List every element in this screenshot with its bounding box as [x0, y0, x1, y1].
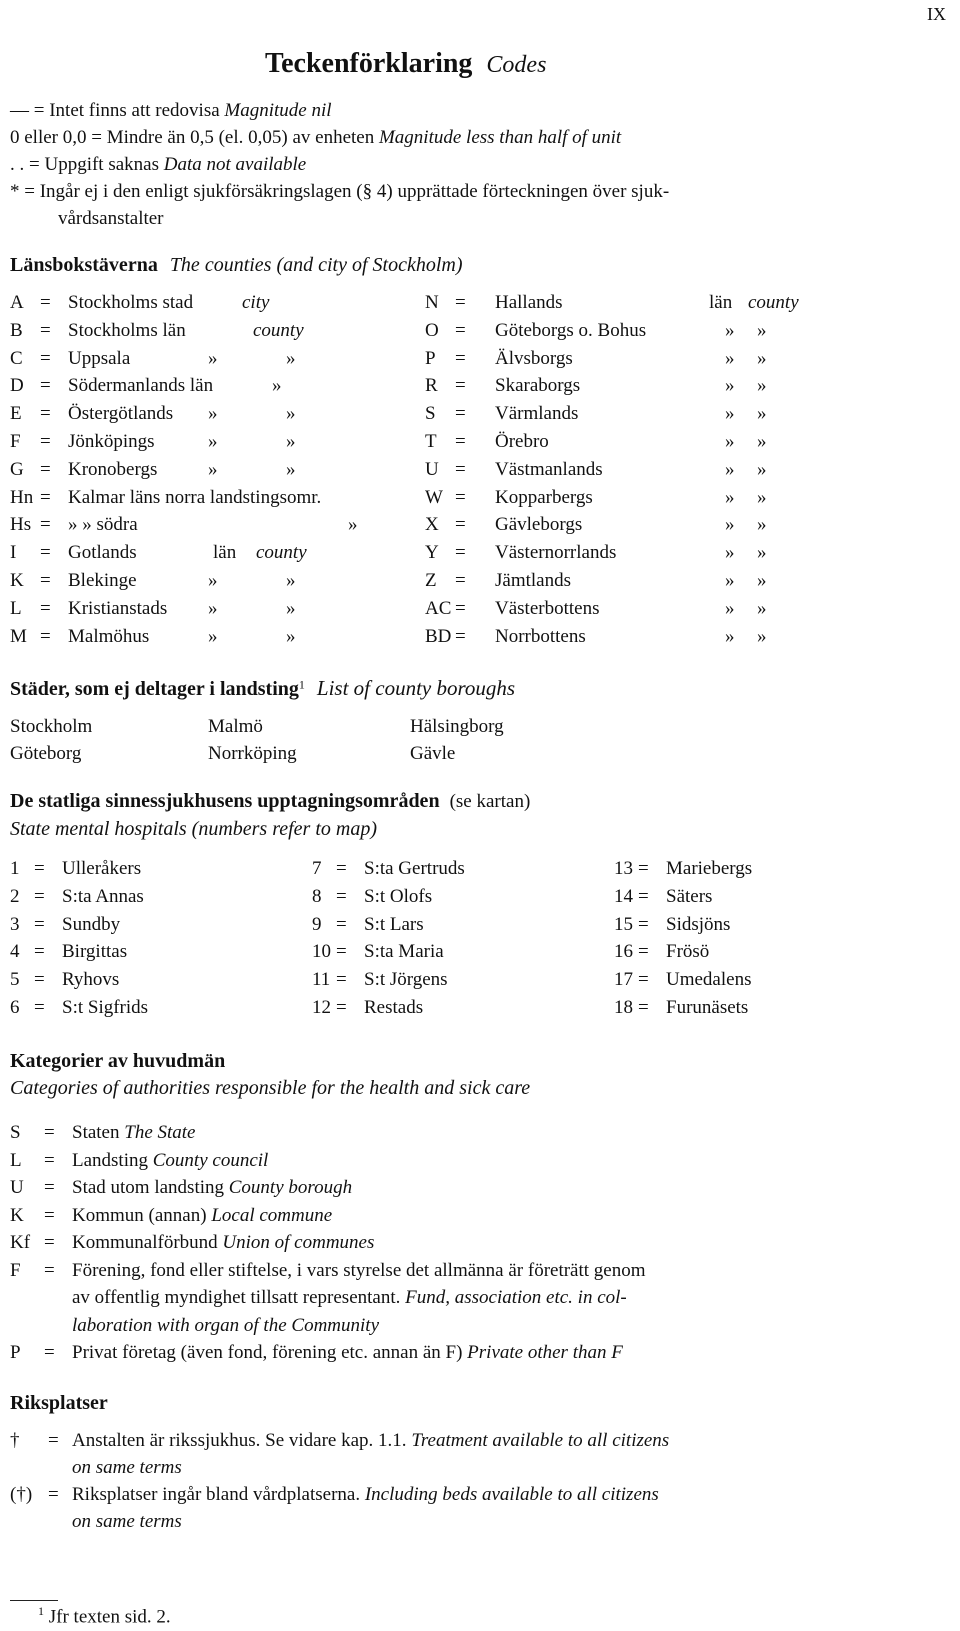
riksplatser-text [72, 1430, 669, 1452]
hospitals-heading-note: (se kartan) [449, 791, 531, 812]
equals-sign: = [44, 1259, 55, 1281]
code-text-en: Magnitude less than half of unit [378, 127, 622, 148]
authority-text [72, 1260, 646, 1282]
equals-sign: = [336, 885, 347, 907]
county-suffix: » [725, 570, 735, 591]
authority-en: Private other than F [467, 1342, 623, 1363]
county-name: Södermanlands län [68, 375, 214, 397]
county-suffix: » [757, 486, 767, 508]
equals-sign: = [455, 403, 466, 425]
county-suffix: » [286, 570, 296, 591]
equals-sign: = [638, 858, 649, 879]
equals-sign: = [48, 1484, 59, 1505]
county-suffix: » [757, 319, 767, 341]
county-name: Norrbottens [495, 625, 586, 647]
code-text-sv: Intet finns att redovisa [49, 100, 220, 121]
equals-sign: = [638, 969, 649, 991]
county-name: Hallands [495, 292, 563, 313]
county-letter: S [425, 403, 436, 425]
county-suffix: » [725, 542, 735, 564]
riksplatser-en: Including beds available to all citizens [364, 1484, 659, 1505]
equals-sign: = [34, 885, 45, 907]
footnote-rule [10, 1600, 58, 1601]
county-suffix: » [286, 403, 296, 425]
code-row-continuation: vårdsanstalter [58, 208, 164, 229]
equals-sign: = [455, 319, 466, 341]
county-letter: AC [425, 597, 452, 619]
authority-en: County council [152, 1149, 269, 1171]
boroughs-heading-sv: Städer, som ej deltager i landsting [10, 678, 299, 700]
borough-name: Norrköping [208, 743, 297, 764]
hospital-name: Restads [364, 997, 424, 1018]
equals-sign: = [336, 941, 347, 963]
hospital-number: 13 [614, 858, 633, 879]
county-name: Jämtlands [495, 570, 571, 591]
county-letter: X [425, 514, 439, 536]
county-letter: O [425, 319, 439, 341]
county-suffix: » [725, 375, 735, 397]
code-text-en: Data not available [163, 154, 307, 175]
authority-sv: Privat företag (även fond, förening etc. annan än F) [72, 1342, 463, 1363]
equals-sign: = [455, 625, 466, 647]
county-letter: Hs [10, 514, 32, 536]
county-letter: E [10, 403, 22, 425]
equals-sign: = [638, 941, 649, 963]
code-text-en: Magnitude nil [224, 100, 332, 121]
title-en: Codes [486, 52, 547, 78]
county-letter: C [10, 347, 23, 369]
county-suffix: county [748, 292, 799, 313]
hospital-name: Ryhovs [62, 969, 120, 991]
equals-sign: = [455, 431, 466, 452]
hospital-number: 3 [10, 913, 20, 935]
county-name: Uppsala [68, 347, 131, 369]
county-letter: U [425, 458, 439, 480]
hospital-number: 8 [312, 885, 322, 907]
county-suffix: » [348, 514, 358, 536]
county-name: Kopparbergs [495, 486, 593, 508]
county-suffix: » [757, 431, 767, 452]
code-symbol: 0 eller 0,0 = [10, 127, 102, 148]
county-name: Västernorrlands [495, 542, 617, 564]
county-suffix: » [725, 431, 735, 452]
county-letter: N [425, 292, 439, 313]
authorities-heading-sv: Kategorier av huvudmän [10, 1050, 226, 1072]
equals-sign: = [44, 1204, 55, 1226]
boroughs-heading-en: List of county boroughs [316, 676, 516, 700]
county-suffix: » [286, 347, 296, 369]
county-name: Stockholms stad [68, 292, 194, 313]
hospital-name: Frösö [666, 941, 710, 963]
county-letter: G [10, 458, 24, 480]
code-symbol: — = [10, 100, 45, 121]
county-suffix: » [725, 458, 735, 480]
county-suffix: » [757, 625, 767, 647]
equals-sign: = [40, 486, 51, 508]
riksplatser-continuation: on same terms [72, 1457, 182, 1478]
equals-sign: = [638, 997, 649, 1018]
equals-sign: = [44, 1122, 55, 1143]
authority-code: Kf [10, 1232, 31, 1253]
equals-sign: = [48, 1430, 59, 1451]
county-letter: A [10, 292, 24, 313]
riksplatser-symbol: † [10, 1430, 20, 1451]
county-letter: W [425, 486, 443, 508]
code-row [10, 100, 332, 122]
hospital-name: Furunäsets [666, 997, 749, 1018]
authority-en: Fund, association etc. in col- [405, 1287, 627, 1308]
authority-en: County borough [228, 1177, 353, 1198]
county-letter: Hn [10, 486, 34, 508]
authority-text [72, 1205, 332, 1227]
authority-text [72, 1122, 196, 1144]
equals-sign: = [336, 858, 347, 879]
page-title [265, 48, 546, 80]
county-suffix: » [208, 625, 218, 647]
code-text-sv: Ingår ej i den enligt sjukförsäkringslagen (§ 4) upprättade förteckningen över sjuk- [39, 181, 670, 202]
hospital-number: 10 [312, 941, 331, 963]
equals-sign: = [40, 375, 51, 397]
county-suffix: » [757, 514, 767, 536]
county-letter: F [10, 431, 21, 452]
county-name: Göteborgs o. Bohus [495, 319, 647, 341]
hospital-name: S:t Jörgens [364, 969, 448, 991]
hospital-name: Mariebergs [666, 858, 753, 879]
county-suffix: » [208, 431, 218, 452]
county-letter: T [425, 431, 437, 452]
equals-sign: = [40, 597, 51, 619]
title-sv: Teckenförklaring [265, 48, 473, 79]
county-suffix: » [286, 625, 296, 647]
equals-sign: = [40, 458, 51, 480]
authority-text [72, 1232, 374, 1254]
equals-sign: = [44, 1149, 55, 1171]
hospital-name: S:t Lars [364, 913, 424, 935]
code-symbol: * = [10, 181, 35, 202]
page-number: IX [927, 4, 946, 24]
county-letter: D [10, 375, 24, 397]
equals-sign: = [455, 458, 466, 480]
county-name: Älvsborgs [495, 347, 573, 369]
hospital-name: Birgittas [62, 941, 128, 963]
authority-sv: Landsting [72, 1149, 148, 1171]
riksplatser-sv: Anstalten är rikssjukhus. Se vidare kap. 1.1. [72, 1430, 407, 1451]
footnote [38, 1604, 171, 1628]
equals-sign: = [40, 403, 51, 425]
equals-sign: = [44, 1342, 55, 1363]
county-suffix: » [725, 514, 735, 536]
county-suffix: » [757, 347, 767, 369]
counties-heading-sv: Länsbokstäverna [10, 254, 158, 276]
borough-name: Stockholm [10, 716, 93, 737]
hospital-number: 16 [614, 941, 633, 963]
county-letter: Z [425, 570, 437, 591]
authorities-heading-en: Categories of authorities responsible for the health and sick care [10, 1077, 531, 1099]
hospitals-heading-sv: De statliga sinnessjukhusens upptagningsområden [10, 790, 440, 812]
hospital-name: Sidsjöns [666, 913, 731, 935]
county-name: Östergötlands [68, 403, 174, 425]
riksplatser-text [72, 1484, 659, 1506]
county-letter: L [10, 597, 22, 619]
equals-sign: = [455, 347, 466, 369]
code-row [10, 181, 669, 203]
county-name: Kronobergs [68, 458, 158, 480]
riksplatser-sv: Riksplatser ingår bland vårdplatserna. [72, 1484, 361, 1505]
equals-sign: = [34, 858, 45, 879]
county-suffix: » [757, 570, 767, 591]
county-letter: R [425, 375, 438, 397]
county-letter: P [425, 347, 436, 369]
borough-name: Gävle [410, 743, 456, 764]
counties-heading [10, 254, 463, 277]
equals-sign: = [638, 913, 649, 935]
hospital-number: 14 [614, 885, 633, 907]
equals-sign: = [34, 997, 45, 1018]
hospital-name: Umedalens [666, 969, 752, 991]
county-suffix: » [725, 597, 735, 619]
hospital-number: 12 [312, 997, 331, 1018]
authority-code: S [10, 1122, 21, 1143]
county-suffix: » [208, 570, 218, 591]
county-name: Gotlands [68, 542, 137, 564]
county-name: Gävleborgs [495, 514, 583, 536]
authority-sv: Förening, fond eller stiftelse, i vars styrelse det allmänna är företrätt genom [72, 1259, 646, 1281]
equals-sign: = [40, 292, 51, 313]
county-name: Blekinge [68, 570, 137, 591]
equals-sign: = [638, 885, 649, 907]
footnote-text: Jfr texten sid. 2. [48, 1606, 171, 1628]
hospital-number: 7 [312, 858, 322, 879]
county-letter: B [10, 319, 23, 341]
authority-sv: Stad utom landsting [72, 1177, 224, 1198]
equals-sign: = [336, 997, 347, 1018]
county-suffix: county [256, 542, 307, 564]
hospital-name: S:t Sigfrids [62, 997, 149, 1018]
equals-sign: = [34, 941, 45, 963]
hospital-number: 15 [614, 913, 633, 935]
county-name: Stockholms län [68, 319, 186, 341]
equals-sign: = [44, 1232, 55, 1253]
county-suffix: » [725, 486, 735, 508]
authority-en: Union of communes [222, 1232, 375, 1253]
county-suffix: » [757, 375, 767, 397]
equals-sign: = [34, 969, 45, 991]
equals-sign: = [44, 1177, 55, 1198]
authority-sv: av offentlig myndighet tillsatt representant. [72, 1287, 401, 1308]
equals-sign: = [40, 347, 51, 369]
equals-sign: = [455, 375, 466, 397]
hospital-number: 6 [10, 997, 20, 1018]
authority-sv: Kommun (annan) [72, 1204, 207, 1226]
hospital-name: Sundby [62, 913, 121, 935]
authority-en: The State [124, 1122, 196, 1143]
county-suffix: » [208, 597, 218, 619]
equals-sign: = [34, 913, 45, 935]
authority-continuation: laboration with organ of the Community [72, 1314, 379, 1336]
county-suffix: län [213, 542, 237, 564]
hospitals-heading-en: State mental hospitals (numbers refer to map) [10, 818, 378, 840]
county-suffix: » [286, 458, 296, 480]
counties-heading-en: The counties (and city of Stockholm) [169, 254, 463, 276]
hospital-number: 4 [10, 941, 20, 963]
equals-sign: = [455, 597, 466, 619]
hospital-name: Säters [666, 885, 713, 907]
authority-text [72, 1342, 623, 1364]
equals-sign: = [40, 625, 51, 647]
equals-sign: = [40, 570, 51, 591]
equals-sign: = [455, 292, 466, 313]
county-letter: Y [425, 542, 439, 564]
county-name: Västmanlands [495, 458, 603, 480]
county-suffix: » [757, 597, 767, 619]
county-suffix: » [208, 403, 218, 425]
equals-sign: = [455, 542, 466, 564]
hospital-name: S:ta Maria [364, 941, 444, 963]
equals-sign: = [40, 319, 51, 341]
riksplatser-heading: Riksplatser [10, 1392, 108, 1414]
riksplatser-symbol: (†) [10, 1484, 33, 1505]
equals-sign: = [455, 570, 466, 591]
riksplatser-en: Treatment available to all citizens [411, 1430, 670, 1451]
borough-name: Malmö [208, 716, 263, 737]
hospitals-heading [10, 790, 530, 813]
hospital-name: S:t Olofs [364, 885, 433, 907]
footnote-mark: 1 [38, 1604, 44, 1618]
equals-sign: = [40, 514, 51, 536]
code-row [10, 127, 621, 149]
county-suffix: » [725, 403, 735, 425]
county-suffix: » [725, 347, 735, 369]
borough-name: Hälsingborg [410, 716, 504, 737]
county-suffix: » [272, 375, 282, 397]
county-letter: K [10, 570, 24, 591]
county-name: Värmlands [495, 403, 579, 425]
equals-sign: = [40, 542, 51, 564]
equals-sign: = [336, 969, 347, 991]
code-row [10, 154, 306, 176]
county-suffix: län [709, 292, 733, 313]
code-text-sv: Mindre än 0,5 (el. 0,05) av enheten [106, 127, 375, 148]
county-suffix: » [757, 542, 767, 564]
authority-code: F [10, 1259, 21, 1281]
county-letter: I [10, 542, 17, 564]
riksplatser-continuation: on same terms [72, 1511, 182, 1532]
county-name: Kalmar läns norra landstingsomr. [68, 486, 322, 508]
authority-code: L [10, 1149, 22, 1171]
hospital-number: 1 [10, 858, 20, 879]
authority-continuation [72, 1287, 627, 1309]
county-name: Örebro [495, 431, 549, 452]
county-name: Jönköpings [68, 431, 155, 452]
equals-sign: = [455, 486, 466, 508]
authority-sv: Kommunalförbund [72, 1232, 218, 1253]
equals-sign: = [40, 431, 51, 452]
county-suffix: » [757, 403, 767, 425]
county-name: Kristianstads [68, 597, 168, 619]
hospital-name: S:ta Annas [62, 885, 144, 907]
code-text-sv: Uppgift saknas [44, 154, 159, 175]
equals-sign: = [455, 514, 466, 536]
authority-text [72, 1177, 352, 1199]
authority-code: U [10, 1177, 24, 1198]
hospital-number: 2 [10, 885, 20, 907]
boroughs-heading [10, 676, 515, 701]
county-letter: BD [425, 625, 452, 647]
county-suffix: county [253, 319, 304, 341]
equals-sign: = [336, 913, 347, 935]
county-name: Malmöhus [68, 625, 150, 647]
authority-sv: Staten [72, 1122, 120, 1143]
county-name: » » södra [68, 514, 138, 536]
hospital-name: S:ta Gertruds [364, 858, 465, 879]
county-suffix: city [242, 292, 270, 313]
hospital-number: 11 [312, 969, 331, 991]
hospital-number: 18 [614, 997, 633, 1018]
authority-code: P [10, 1342, 21, 1363]
hospital-number: 5 [10, 969, 20, 991]
county-suffix: » [286, 597, 296, 619]
county-suffix: » [725, 319, 735, 341]
authority-code: K [10, 1204, 24, 1226]
authority-text [72, 1150, 268, 1172]
county-suffix: » [208, 347, 218, 369]
county-name: Skaraborgs [495, 375, 581, 397]
hospital-name: Ulleråkers [62, 858, 142, 879]
county-letter: M [10, 625, 27, 647]
hospital-number: 9 [312, 913, 322, 935]
county-suffix: » [286, 431, 296, 452]
footnote-marker: 1 [298, 677, 305, 692]
county-name: Västerbottens [495, 597, 600, 619]
hospital-number: 17 [614, 969, 633, 991]
code-symbol: . . = [10, 154, 40, 175]
county-suffix: » [757, 458, 767, 480]
county-suffix: » [725, 625, 735, 647]
county-suffix: » [208, 458, 218, 480]
authority-en: Local commune [211, 1204, 333, 1226]
borough-name: Göteborg [10, 743, 82, 764]
